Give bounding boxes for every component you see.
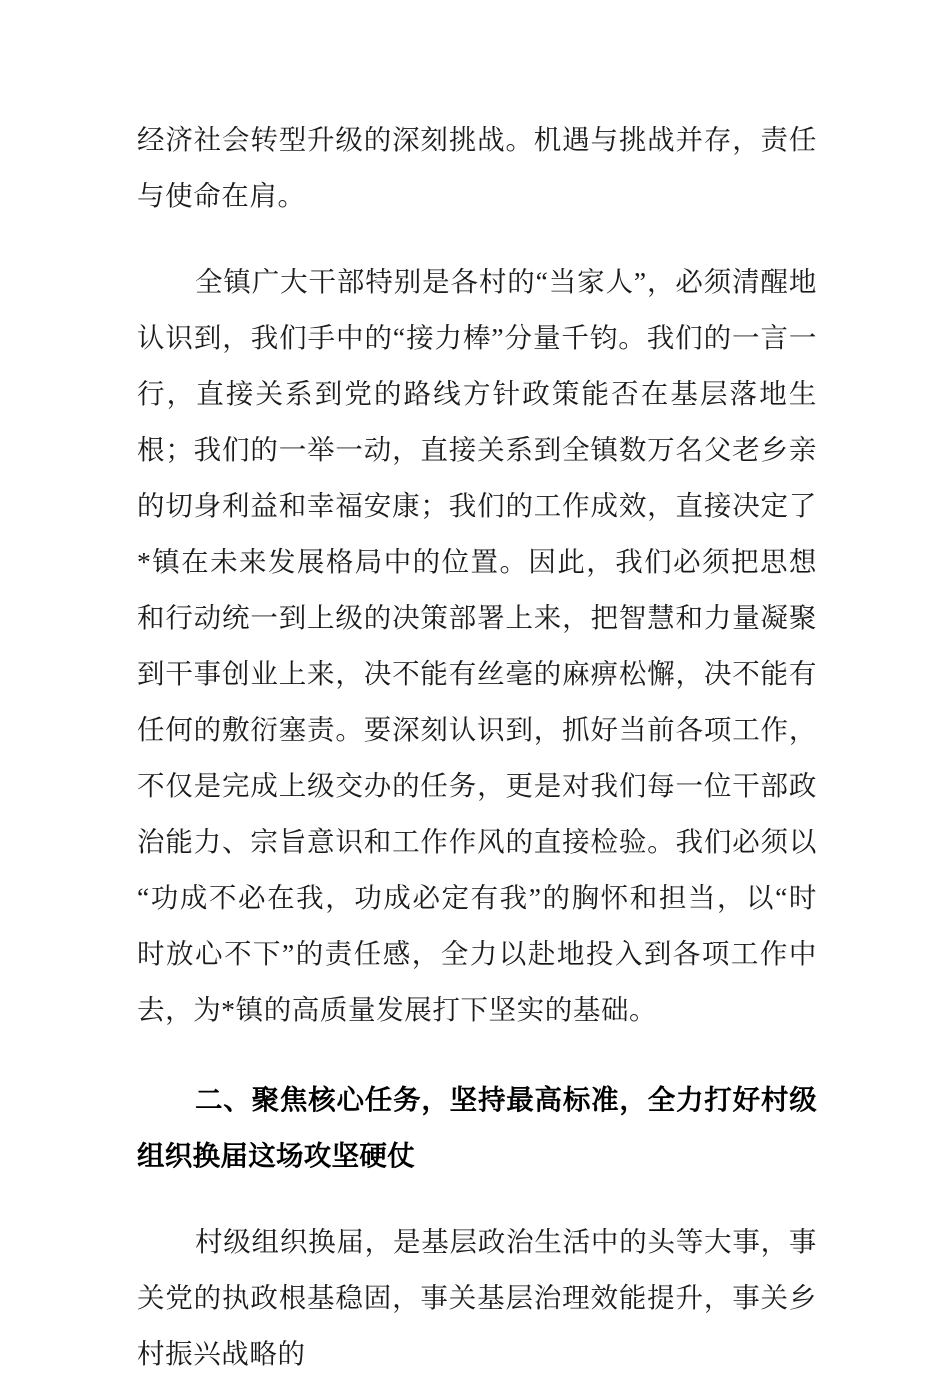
paragraph-cadres-responsibility: 全镇广大干部特别是各村的“当家人”，必须清醒地认识到，我们手中的“接力棒”分量千钧。我们的一言一行，直接关系到党的路线方针政策能否在基层落地生根；我们的一举一动，直接关系到全镇数万名父老乡亲的切身利益和幸福安康；我们的工作成效，直接决定了*镇在未来发展格局中的位置。因此，我们必须把思想和行动统一到上级的决策部署上来，把智慧和力量凝聚到干事创业上来，决不能有丝毫的麻痹松懈，决不能有任何的敷衍塞责。要深刻认识到，抓好当前各项工作，不仅是完成上级交办的任务，更是对我们每一位干部政治能力、宗旨意识和工作作风的直接检验。我们必须以“功成不必在我，功成必定有我”的胸怀和担当，以“时时放心不下”的责任感，全力以赴地投入到各项工作中去，为*镇的高质量发展打下坚实的基础。: [137, 266, 817, 1025]
paragraph-spacer: [137, 224, 817, 254]
section-body-spacer: [137, 1184, 817, 1214]
section-heading-two: 二、聚焦核心任务，坚持最高标准，全力打好村级组织换届这场攻坚硬仗: [137, 1084, 817, 1171]
heading-spacer: [137, 1038, 817, 1072]
paragraph-continuation: 经济社会转型升级的深刻挑战。机遇与挑战并存，责任与使命在肩。: [137, 124, 817, 211]
paragraph-village-election: 村级组织换届，是基层政治生活中的头等大事，事关党的执政根基稳固，事关基层治理效能提升，事关乡村振兴战略的: [137, 1226, 817, 1369]
document-content-area: [137, 112, 817, 1382]
